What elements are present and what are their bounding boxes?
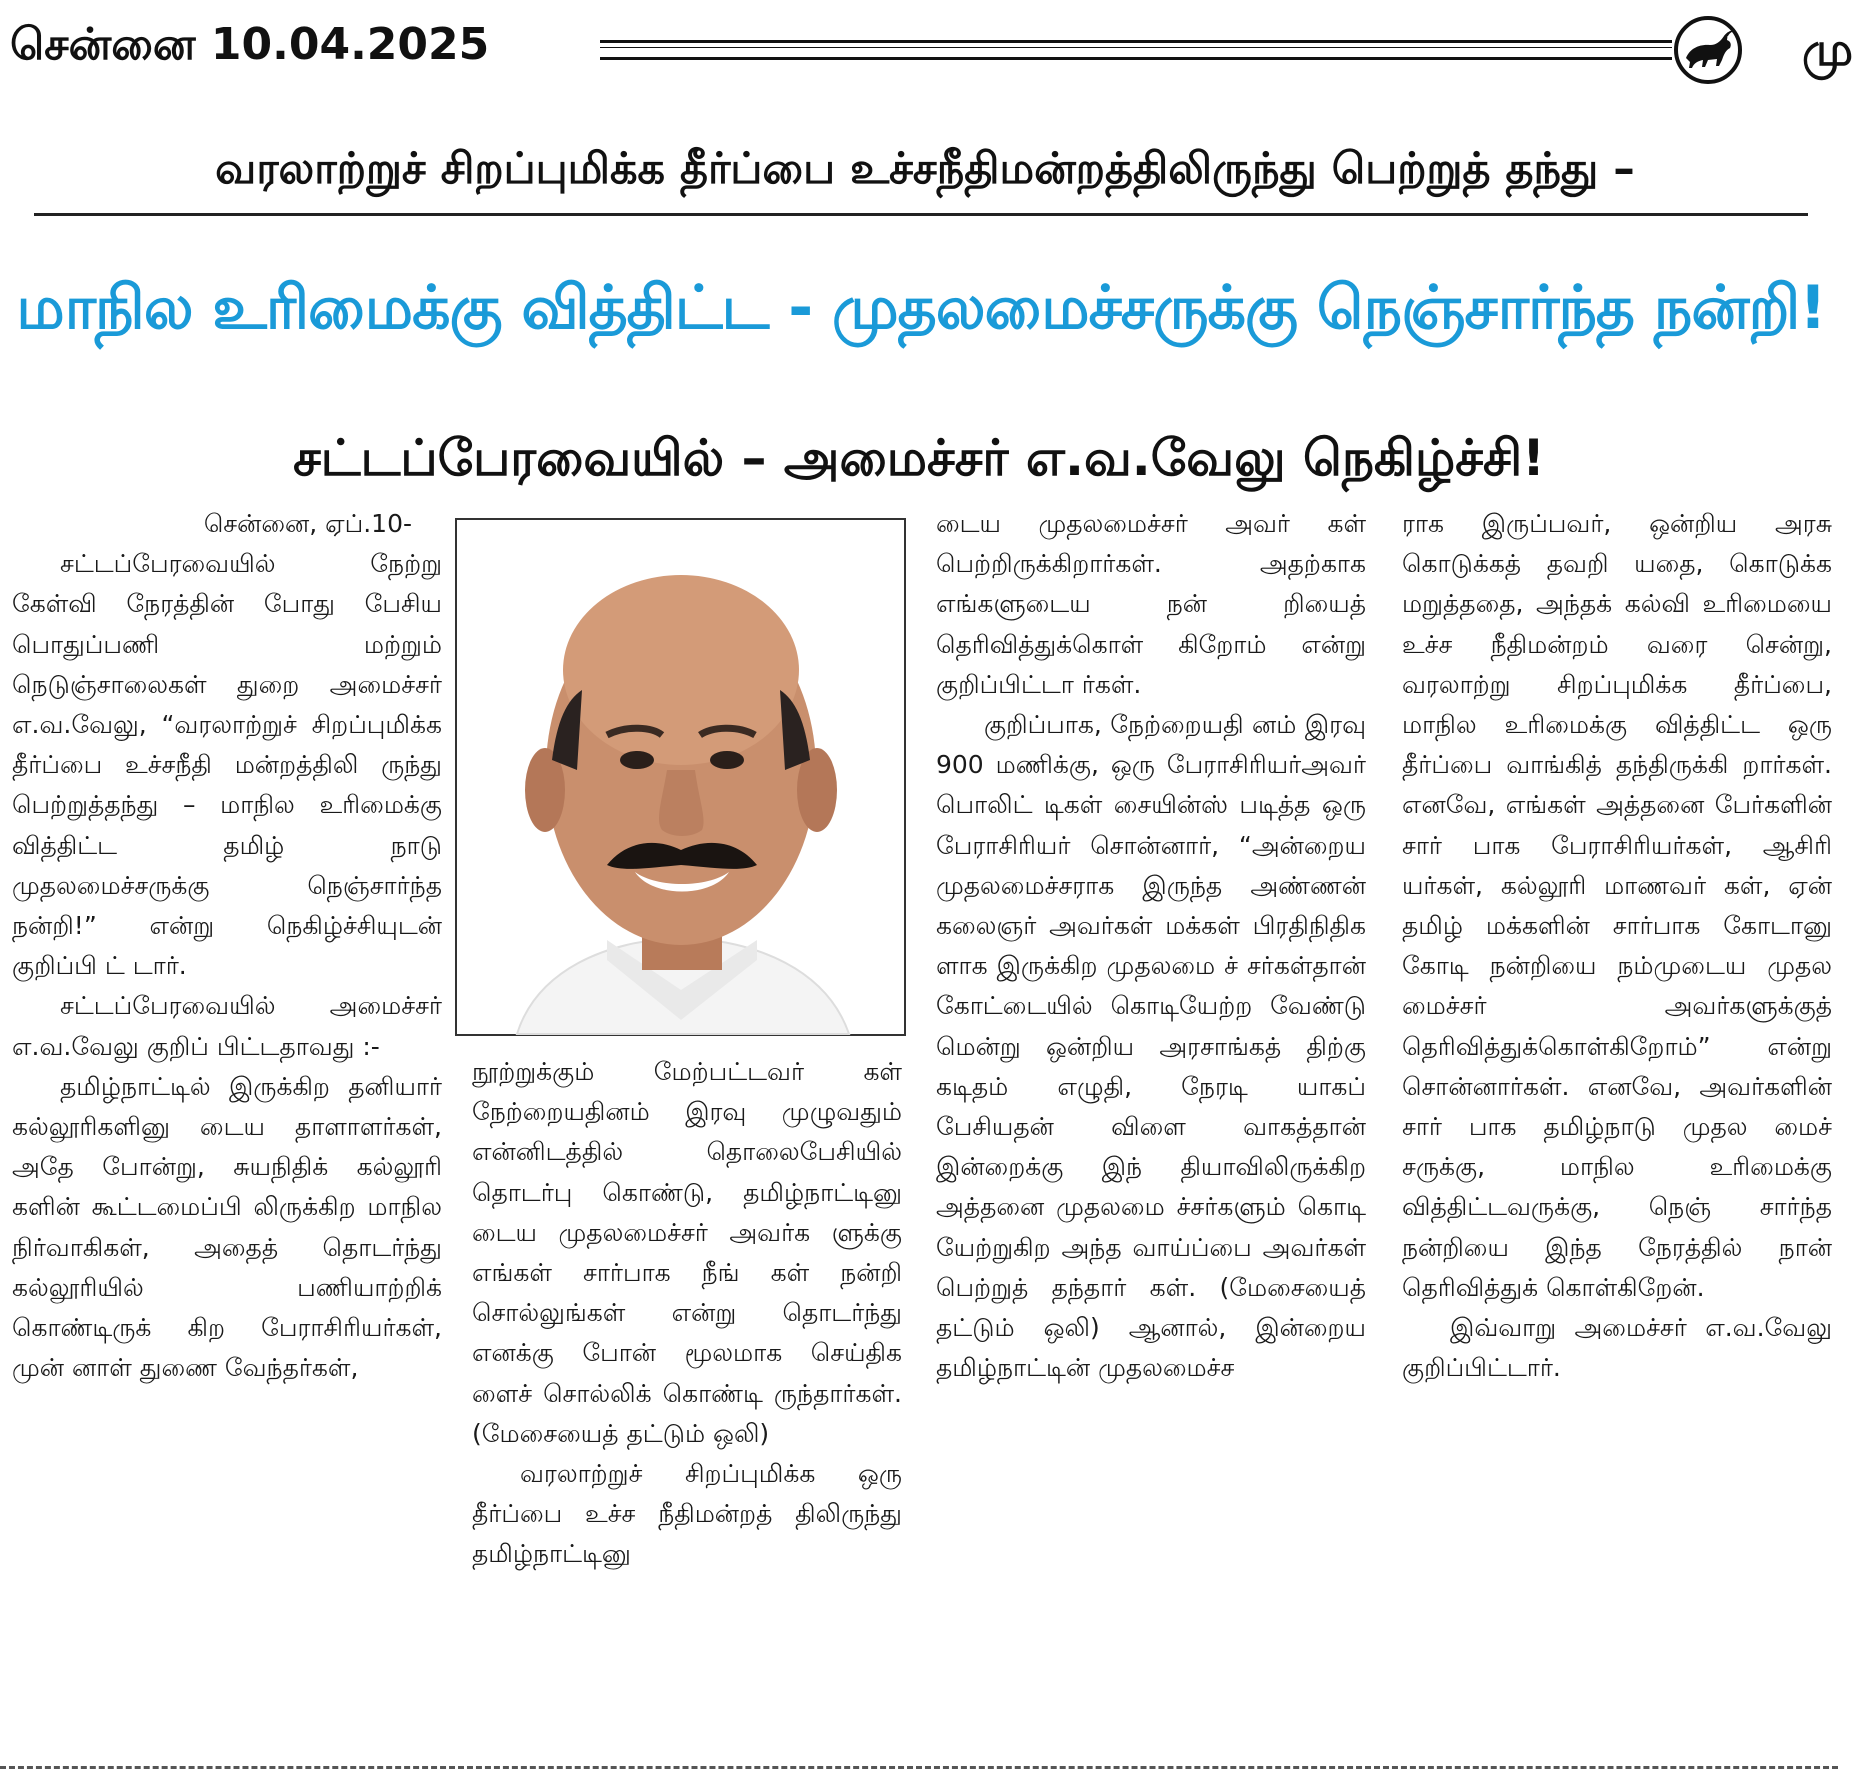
portrait-illustration [457,520,904,1034]
minister-photo [455,518,906,1036]
bull-emblem-icon [1672,14,1744,86]
masthead-rule [600,40,1672,60]
headline: மாநில உரிமைக்கு வித்திட்ட - முதலமைச்சருக்கு நெஞ்சார்ந்த நன்றி! [16,273,1826,343]
article-dateline: சென்னை, ஏப்.10- [203,509,412,538]
kicker-divider [34,213,1808,216]
masthead [10,14,1853,84]
article-column-2 [472,1052,902,1575]
article-paragraph: இவ்வாறு அமைச்சர் எ.வ.வேலு குறிப்பிட்டார். [1402,1313,1832,1383]
subheadline: சட்டப்பேரவையில் – அமைச்சர் எ.வ.வேலு நெகிழ்ச்சி! [293,429,1545,487]
article-column-3 [936,504,1366,1388]
article-paragraph: சட்டப்பேரவையில் நேற்று கேள்வி நேரத்தின் போது பேசிய பொதுப்பணி மற்றும் நெடுஞ்சாலைகள் துறை அமைச்சர் எ.வ.வேலு, “வரலாற்றுச் சிறப்புமிக்க தீர்ப்பை உச்சநீதி மன்றத்திலி ருந்து பெற்றுத்தந்து – மாநில உரிமைக்கு வித்திட்ட தமிழ் நாடு முதலமைச்சருக்கு நெஞ்சார்ந்த நன்றி!” என்று நெகிழ்ச்சியுடன் குறிப்பி ட் டார். [12,549,442,981]
article-paragraph: ராக இருப்பவர், ஒன்றிய அரசு கொடுக்கத் தவறி யதை, கொடுக்க மறுத்ததை, அந்தக் கல்வி உரிமையை உச்ச நீதிமன்றம் வரை சென்று, வரலாற்று சிறப்புமிக்க தீர்ப்பை, மாநில உரிமைக்கு வித்திட்ட ஒரு தீர்ப்பை வாங்கித் தந்திருக்கி றார்கள். எனவே, எங்கள் அத்தனை பேர்களின் சார் பாக பேராசிரியர்கள், ஆசிரி யர்கள், கல்லூரி மாணவர் கள், ஏன் தமிழ் மக்களின் சார்பாக கோடானு கோடி நன்றியை நம்முடைய முதல மைச்சர் அவர்களுக்குத் தெரிவித்துக்கொள்கிறோம்” என்று சொன்னார்கள். எனவே, அவர்களின் சார் பாக தமிழ்நாடு முதல மைச் சருக்கு, மாநில உரிமைக்கு வித்திட்டவருக்கு, நெஞ் சார்ந்த நன்றியை இந்த நேரத்தில் நான் தெரிவித்துக் கொள்கிறேன். [1402,509,1832,1302]
article-paragraph: குறிப்பாக, நேற்றையதி னம் இரவு 900 மணிக்கு, ஒரு பேராசிரியர்அவர் பொலிட் டிகள் சையின்ஸ் படித்த ஒரு பேராசிரியர் சொன்னார், “அன்றைய முதலமைச்சராக இருந்த அண்ணன் கலைஞர் அவர்கள் மக்கள் பிரதிநிதிக ளாக இருக்கிற முதலமை ச் சர்கள்தான் கோட்டையில் கொடியேற்ற வேண்டு மென்று ஒன்றிய அரசாங்கத் திற்கு கடிதம் எழுதி, நேரடி யாகப் பேசியதன் விளை வாகத்தான் இன்றைக்கு இந் தியாவிலிருக்கிற அத்தனை முதலமை ச்சர்களும் கொடி யேற்றுகிற அந்த வாய்ப்பை அவர்கள் பெற்றுத் தந்தார் கள். (மேசையைத் தட்டும் ஒலி) ஆனால், இன்றைய தமிழ்நாட்டின் முதலமைச்ச [936,710,1366,1383]
article-column-4 [1402,504,1832,1388]
article-paragraph: நூற்றுக்கும் மேற்பட்டவர் கள் நேற்றையதினம் இரவு முழுவதும் என்னிடத்தில் தொலைபேசியில் தொடர்பு கொண்டு, தமிழ்நாட்டினு டைய முதலமைச்சர் அவர்க ளுக்கு எங்கள் சார்பாக நீங் கள் நன்றி சொல்லுங்கள் என்று தொடர்ந்து எனக்கு போன் மூலமாக செய்திக ளைச் சொல்லிக் கொண்டி ருந்தார்கள். (மேசையைத் தட்டும் ஒலி) [472,1057,902,1448]
article-paragraph: டைய முதலமைச்சர் அவர் கள் பெற்றிருக்கிறார்கள். அதற்காக எங்களுடைய நன் றியைத் தெரிவித்துக்கொள் கிறோம் என்று குறிப்பிட்டா ர்கள். [936,509,1366,699]
masthead-date: சென்னை 10.04.2025 [10,19,490,70]
article-column-1 [12,504,442,1388]
masthead-title-fragment: மு [1802,22,1853,76]
article-paragraph: தமிழ்நாட்டில் இருக்கிற தனியார் கல்லூரிகளினு டைய தாளாளர்கள், அதே போன்று, சுயநிதிக் கல்லூரி களின் கூட்டமைப்பி லிருக்கிற மாநில நிர்வாகிகள், அதைத் தொடர்ந்து கல்லூரியில் பணியாற்றிக் கொண்டிருக் கிற பேராசிரியர்கள், முன் னாள் துணை வேந்தர்கள், [12,1071,442,1383]
kicker-line: வரலாற்றுச் சிறப்புமிக்க தீர்ப்பை உச்சநீதிமன்றத்திலிருந்து பெற்றுத் தந்து – [215,144,1635,194]
article-paragraph: சட்டப்பேரவையில் அமைச்சர் எ.வ.வேலு குறிப் பிட்டதாவது :- [12,991,442,1061]
page-bottom-divider [0,1766,1838,1769]
article-paragraph: வரலாற்றுச் சிறப்புமிக்க ஒரு தீர்ப்பை உச்ச நீதிமன்றத் திலிருந்து தமிழ்நாட்டினு [472,1459,902,1569]
